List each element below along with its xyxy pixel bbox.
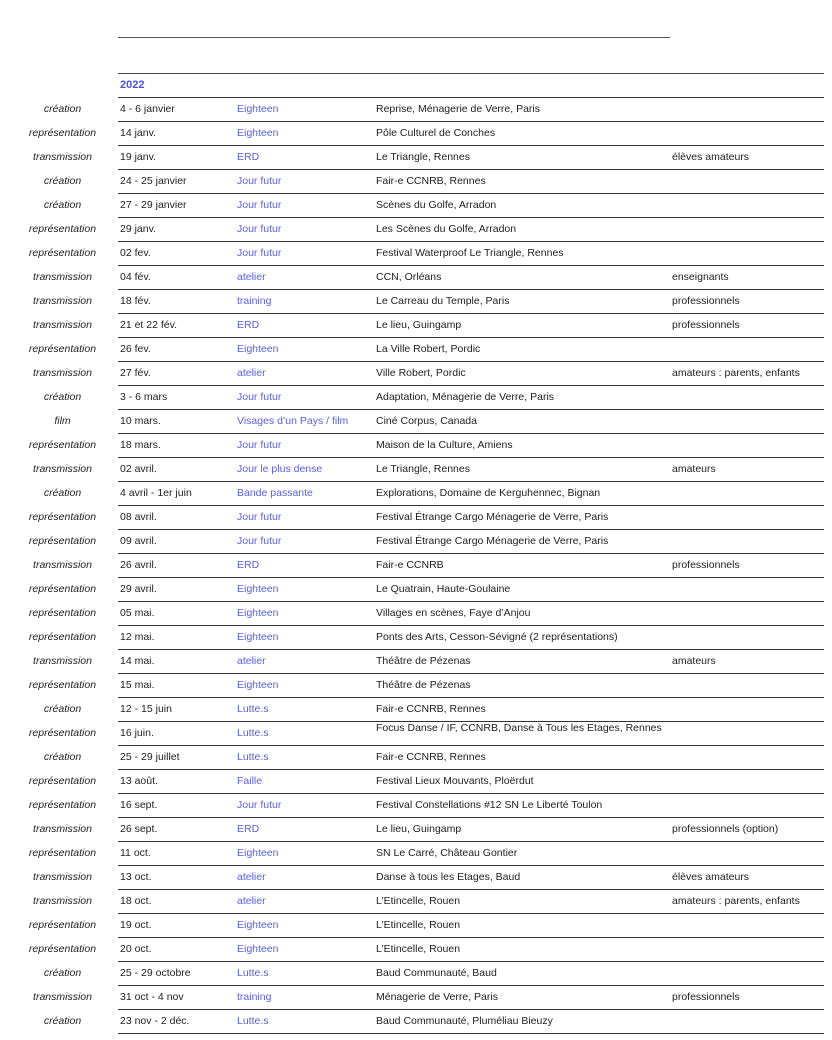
event-date: 3 - 6 mars bbox=[120, 391, 168, 403]
event-date: 05 mai. bbox=[120, 607, 155, 619]
event-date: 14 janv. bbox=[120, 127, 156, 139]
schedule-row bbox=[0, 506, 832, 530]
top-separator-rule bbox=[118, 37, 670, 38]
event-venue: Festival Lieux Mouvants, Ploërdut bbox=[376, 775, 534, 787]
event-venue: Le lieu, Guingamp bbox=[376, 823, 462, 835]
schedule-row bbox=[0, 842, 832, 866]
event-date: 04 fév. bbox=[120, 271, 151, 283]
schedule-row bbox=[0, 746, 832, 770]
activity-category: représentation bbox=[28, 511, 97, 523]
event-venue: Ménagerie de Verre, Paris bbox=[376, 991, 498, 1003]
event-venue: Ciné Corpus, Canada bbox=[376, 415, 477, 427]
event-venue: Festival Waterproof Le Triangle, Rennes bbox=[376, 247, 564, 259]
event-date: 02 avril. bbox=[120, 463, 157, 475]
event-audience: professionnels bbox=[672, 295, 740, 307]
event-venue: Pôle Culturel de Conches bbox=[376, 127, 496, 139]
event-venue: Maison de la Culture, Amiens bbox=[376, 439, 513, 451]
project-link[interactable]: ERD bbox=[237, 319, 260, 331]
schedule-row bbox=[0, 722, 832, 746]
event-venue: Les Scènes du Golfe, Arradon bbox=[376, 223, 517, 235]
schedule-row bbox=[0, 554, 832, 578]
activity-category: représentation bbox=[28, 607, 97, 619]
schedule-row bbox=[0, 410, 832, 434]
event-date: 13 oct. bbox=[120, 871, 152, 883]
project-link[interactable]: Visages d’un Pays / film bbox=[237, 415, 349, 427]
schedule-row bbox=[0, 698, 832, 722]
event-date: 31 oct - 4 nov bbox=[120, 991, 184, 1003]
project-link[interactable]: Jour futur bbox=[237, 535, 282, 547]
project-link[interactable]: Eighteen bbox=[237, 847, 279, 859]
event-date: 18 fév. bbox=[120, 295, 151, 307]
event-venue: Le Carreau du Temple, Paris bbox=[376, 295, 510, 307]
event-audience: élèves amateurs bbox=[672, 871, 750, 883]
event-date: 18 oct. bbox=[120, 895, 152, 907]
activity-category: représentation bbox=[28, 631, 97, 643]
event-venue: Théâtre de Pézenas bbox=[376, 655, 471, 667]
year-header-row bbox=[118, 73, 824, 98]
event-date: 19 janv. bbox=[120, 151, 156, 163]
activity-category: transmission bbox=[33, 871, 92, 883]
activity-category: transmission bbox=[33, 895, 92, 907]
activity-category: représentation bbox=[28, 799, 97, 811]
event-venue: Explorations, Domaine de Kerguhennec, Bignan bbox=[376, 487, 601, 499]
event-date: 29 avril. bbox=[120, 583, 157, 595]
project-link[interactable]: Eighteen bbox=[237, 607, 279, 619]
schedule-row bbox=[0, 170, 832, 194]
activity-category: transmission bbox=[33, 559, 92, 571]
project-link[interactable]: Eighteen bbox=[237, 127, 279, 139]
event-date: 29 janv. bbox=[120, 223, 156, 235]
project-link[interactable]: Eighteen bbox=[237, 679, 279, 691]
schedule-row bbox=[0, 578, 832, 602]
event-venue: La Ville Robert, Pordic bbox=[376, 343, 481, 355]
event-date: 10 mars. bbox=[120, 415, 161, 427]
project-link[interactable]: Jour futur bbox=[237, 391, 282, 403]
event-venue: SN Le Carré, Château Gontier bbox=[376, 847, 518, 859]
project-link[interactable]: ERD bbox=[237, 151, 260, 163]
event-date: 27 - 29 janvier bbox=[120, 199, 187, 211]
project-link[interactable]: atelier bbox=[237, 895, 266, 907]
event-date: 13 août. bbox=[120, 775, 158, 787]
event-venue: L’Etincelle, Rouen bbox=[376, 919, 461, 931]
project-link[interactable]: atelier bbox=[237, 367, 266, 379]
event-venue: L’Etincelle, Rouen bbox=[376, 895, 461, 907]
activity-category: représentation bbox=[28, 727, 97, 739]
event-venue: Le Triangle, Rennes bbox=[376, 151, 470, 163]
event-date: 18 mars. bbox=[120, 439, 161, 451]
event-venue: Fair-e CCNRB, Rennes bbox=[376, 751, 486, 763]
event-audience: professionnels (option) bbox=[672, 823, 779, 835]
project-link[interactable]: Eighteen bbox=[237, 919, 279, 931]
event-venue: Festival Constellations #12 SN Le Liberté Toulon bbox=[376, 799, 603, 811]
schedule-row bbox=[0, 986, 832, 1010]
event-date: 20 oct. bbox=[120, 943, 152, 955]
schedule-rows bbox=[0, 98, 832, 1034]
year-heading: 2022 bbox=[120, 79, 145, 91]
project-link[interactable]: atelier bbox=[237, 271, 266, 283]
event-date: 19 oct. bbox=[120, 919, 152, 931]
event-audience: amateurs bbox=[672, 655, 716, 667]
event-date: 25 - 29 octobre bbox=[120, 967, 191, 979]
event-date: 4 avril - 1er juin bbox=[120, 487, 192, 499]
schedule-row bbox=[0, 650, 832, 674]
project-link[interactable]: Lutte.s bbox=[237, 703, 269, 715]
event-venue: Focus Danse / IF, CCNRB, Danse à Tous les Etages, Rennes bbox=[376, 722, 662, 734]
event-venue: Baud Communauté, Pluméliau Bieuzy bbox=[376, 1015, 553, 1027]
activity-category: transmission bbox=[33, 991, 92, 1003]
event-venue: Ville Robert, Pordic bbox=[376, 367, 466, 379]
event-venue: Reprise, Ménagerie de Verre, Paris bbox=[376, 103, 540, 115]
schedule-row bbox=[0, 194, 832, 218]
activity-category: transmission bbox=[33, 295, 92, 307]
project-link[interactable]: Jour futur bbox=[237, 799, 282, 811]
activity-category: création bbox=[43, 967, 82, 979]
event-date: 23 nov - 2 déc. bbox=[120, 1015, 190, 1027]
activity-category: création bbox=[43, 199, 82, 211]
event-venue: Le Quatrain, Haute-Goulaine bbox=[376, 583, 511, 595]
project-link[interactable]: Eighteen bbox=[237, 103, 279, 115]
activity-category: film bbox=[54, 415, 71, 427]
event-date: 16 juin. bbox=[120, 727, 154, 739]
activity-category: représentation bbox=[28, 439, 97, 451]
project-link[interactable]: Lutte.s bbox=[237, 967, 269, 979]
schedule-row bbox=[0, 482, 832, 506]
project-link[interactable]: ERD bbox=[237, 559, 260, 571]
event-date: 26 fev. bbox=[120, 343, 151, 355]
event-date: 24 - 25 janvier bbox=[120, 175, 187, 187]
event-date: 25 - 29 juillet bbox=[120, 751, 180, 763]
event-venue: CCN, Orléans bbox=[376, 271, 442, 283]
event-venue: Fair-e CCNRB, Rennes bbox=[376, 175, 486, 187]
project-link[interactable]: Jour futur bbox=[237, 199, 282, 211]
project-link[interactable]: Lutte.s bbox=[237, 727, 269, 739]
project-link[interactable]: Bande passante bbox=[237, 487, 313, 499]
activity-category: représentation bbox=[28, 943, 97, 955]
schedule-row bbox=[0, 1010, 832, 1034]
event-audience: amateurs : parents, enfants bbox=[672, 367, 800, 379]
event-date: 4 - 6 janvier bbox=[120, 103, 175, 115]
event-date: 21 et 22 fév. bbox=[120, 319, 178, 331]
schedule-row bbox=[0, 434, 832, 458]
schedule-row bbox=[0, 962, 832, 986]
event-venue: Fair-e CCNRB, Rennes bbox=[376, 703, 486, 715]
event-venue: Théâtre de Pézenas bbox=[376, 679, 471, 691]
event-venue: Le Triangle, Rennes bbox=[376, 463, 470, 475]
schedule-row bbox=[0, 242, 832, 266]
event-date: 16 sept. bbox=[120, 799, 158, 811]
project-link[interactable]: Jour futur bbox=[237, 511, 282, 523]
event-date: 27 fév. bbox=[120, 367, 151, 379]
schedule-row bbox=[0, 266, 832, 290]
schedule-row bbox=[0, 770, 832, 794]
schedule-row bbox=[0, 458, 832, 482]
project-link[interactable]: Eighteen bbox=[237, 943, 279, 955]
event-venue: Scènes du Golfe, Arradon bbox=[376, 199, 497, 211]
schedule-row bbox=[0, 290, 832, 314]
project-link[interactable]: Jour futur bbox=[237, 439, 282, 451]
event-audience: professionnels bbox=[672, 319, 740, 331]
activity-category: transmission bbox=[33, 655, 92, 667]
schedule-row bbox=[0, 938, 832, 962]
schedule-row bbox=[0, 530, 832, 554]
event-date: 12 - 15 juin bbox=[120, 703, 172, 715]
schedule-row bbox=[0, 626, 832, 650]
event-venue: Festival Étrange Cargo Ménagerie de Verre, Paris bbox=[376, 535, 609, 547]
activity-category: représentation bbox=[28, 919, 97, 931]
event-audience: amateurs : parents, enfants bbox=[672, 895, 800, 907]
schedule-row bbox=[0, 314, 832, 338]
project-link[interactable]: training bbox=[237, 295, 272, 307]
activity-category: représentation bbox=[28, 247, 97, 259]
event-date: 15 mai. bbox=[120, 679, 155, 691]
project-link[interactable]: atelier bbox=[237, 655, 266, 667]
event-audience: enseignants bbox=[672, 271, 729, 283]
activity-category: transmission bbox=[33, 367, 92, 379]
schedule-row bbox=[0, 98, 832, 122]
project-link[interactable]: Eighteen bbox=[237, 631, 279, 643]
schedule-row bbox=[0, 218, 832, 242]
schedule-row bbox=[0, 866, 832, 890]
activity-category: transmission bbox=[33, 151, 92, 163]
event-audience: amateurs bbox=[672, 463, 716, 475]
activity-category: représentation bbox=[28, 535, 97, 547]
event-audience: élèves amateurs bbox=[672, 151, 750, 163]
schedule-row bbox=[0, 602, 832, 626]
activity-category: transmission bbox=[33, 319, 92, 331]
project-link[interactable]: Eighteen bbox=[237, 343, 279, 355]
schedule-row bbox=[0, 818, 832, 842]
event-audience: professionnels bbox=[672, 559, 740, 571]
event-date: 14 mai. bbox=[120, 655, 155, 667]
event-venue: Baud Communauté, Baud bbox=[376, 967, 497, 979]
event-venue: Ponts des Arts, Cesson-Sévigné (2 représentations) bbox=[376, 631, 618, 643]
schedule-row bbox=[0, 146, 832, 170]
schedule-row bbox=[0, 914, 832, 938]
activity-category: transmission bbox=[33, 463, 92, 475]
project-link[interactable]: ERD bbox=[237, 823, 260, 835]
schedule-row bbox=[0, 362, 832, 386]
project-link[interactable]: training bbox=[237, 991, 272, 1003]
activity-category: création bbox=[43, 751, 82, 763]
schedule-row bbox=[0, 674, 832, 698]
schedule-row bbox=[0, 890, 832, 914]
event-date: 09 avril. bbox=[120, 535, 157, 547]
event-date: 26 sept. bbox=[120, 823, 158, 835]
activity-category: représentation bbox=[28, 775, 97, 787]
activity-category: représentation bbox=[28, 679, 97, 691]
event-venue: Festival Étrange Cargo Ménagerie de Verre, Paris bbox=[376, 511, 609, 523]
activity-category: création bbox=[43, 103, 82, 115]
activity-category: représentation bbox=[28, 343, 97, 355]
event-date: 11 oct. bbox=[120, 847, 151, 859]
project-link[interactable]: Eighteen bbox=[237, 583, 279, 595]
event-date: 08 avril. bbox=[120, 511, 157, 523]
activity-category: création bbox=[43, 175, 82, 187]
schedule-row bbox=[0, 386, 832, 410]
row-divider bbox=[118, 1033, 824, 1034]
project-link[interactable]: atelier bbox=[237, 871, 266, 883]
event-date: 02 fev. bbox=[120, 247, 151, 259]
schedule-table bbox=[0, 73, 832, 1034]
event-venue: Fair-e CCNRB bbox=[376, 559, 444, 571]
event-venue: L’Etincelle, Rouen bbox=[376, 943, 461, 955]
activity-category: représentation bbox=[28, 223, 97, 235]
project-link[interactable]: Jour futur bbox=[237, 175, 282, 187]
project-link[interactable]: Jour le plus dense bbox=[237, 463, 323, 475]
activity-category: création bbox=[43, 703, 82, 715]
activity-category: création bbox=[43, 487, 82, 499]
project-link[interactable]: Lutte.s bbox=[237, 1015, 269, 1027]
project-link[interactable]: Faille bbox=[237, 775, 263, 787]
project-link[interactable]: Lutte.s bbox=[237, 751, 269, 763]
schedule-row bbox=[0, 794, 832, 818]
schedule-row bbox=[0, 122, 832, 146]
activity-category: représentation bbox=[28, 847, 97, 859]
activity-category: transmission bbox=[33, 823, 92, 835]
event-venue: Danse à tous les Etages, Baud bbox=[376, 871, 521, 883]
schedule-row bbox=[0, 338, 832, 362]
event-venue: Villages en scènes, Faye d’Anjou bbox=[376, 607, 531, 619]
event-date: 26 avril. bbox=[120, 559, 157, 571]
event-venue: Le lieu, Guingamp bbox=[376, 319, 462, 331]
event-venue: Adaptation, Ménagerie de Verre, Paris bbox=[376, 391, 555, 403]
project-link[interactable]: Jour futur bbox=[237, 223, 282, 235]
activity-category: création bbox=[43, 391, 82, 403]
project-link[interactable]: Jour futur bbox=[237, 247, 282, 259]
activity-category: représentation bbox=[28, 583, 97, 595]
event-audience: professionnels bbox=[672, 991, 740, 1003]
activity-category: création bbox=[43, 1015, 82, 1027]
activity-category: représentation bbox=[28, 127, 97, 139]
activity-category: transmission bbox=[33, 271, 92, 283]
event-date: 12 mai. bbox=[120, 631, 155, 643]
